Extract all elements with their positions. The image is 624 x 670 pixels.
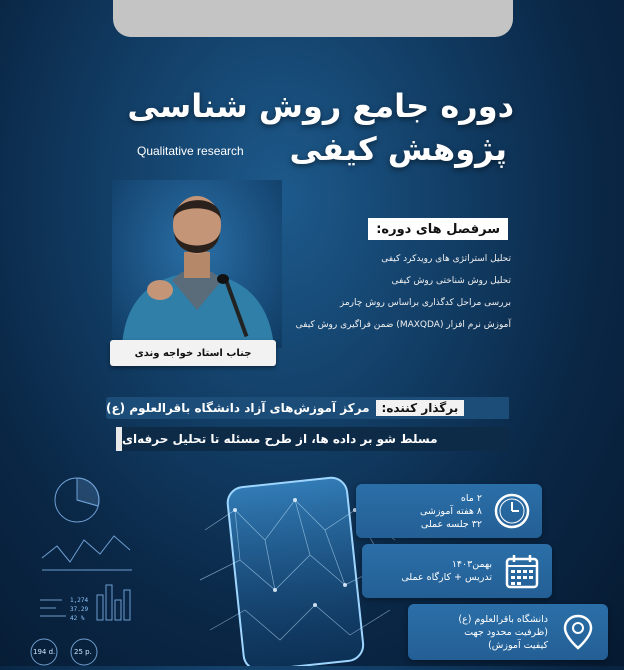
list-item: تحلیل روش شناختی روش کیفی	[391, 276, 511, 286]
organizer-bar	[106, 397, 509, 419]
instructor-portrait-illustration	[112, 180, 282, 348]
card-line: ۲ ماه	[460, 492, 482, 504]
calendar-icon	[502, 551, 542, 591]
top-banner-placeholder	[113, 0, 513, 37]
syllabus-list	[271, 248, 511, 336]
deco-value-1: 1,274	[70, 597, 89, 604]
list-item: آموزش نرم افزار (MAXQDA) ضمن فراگیری روش کیفی	[295, 320, 511, 330]
instructor-name: جناب استاد خواجه وندی	[110, 340, 276, 366]
card-line: تدریس + کارگاه عملی	[401, 572, 492, 583]
organizer-value: مرکز آموزش‌های آزاد دانشگاه باقرالعلوم (ع)	[106, 401, 370, 415]
info-card-duration	[356, 484, 542, 538]
info-card-date	[362, 544, 552, 598]
tagline-text: مسلط شو بر داده ها، از طرح مسئله تا تحلیل حرفه‌ای	[122, 432, 438, 446]
page-subtitle-english: Qualitative research	[137, 144, 244, 158]
dashboard-graphics-icon	[22, 470, 192, 666]
location-pin-icon	[558, 612, 598, 652]
card-line: کیفیت آموزش)	[488, 639, 548, 651]
decorative-dashboard	[22, 470, 192, 666]
card-line: دانشگاه باقرالعلوم (ع)	[458, 613, 548, 625]
page-title-line2: پژوهش کیفی	[289, 130, 507, 168]
deco-value-2: 37.29	[70, 606, 89, 613]
syllabus-heading: سرفصل های دوره:	[368, 218, 508, 240]
page-title-line1: دوره جامع روش شناسی	[127, 87, 514, 125]
card-line: (ظرفیت محدود جهت	[464, 626, 548, 638]
card-text	[420, 492, 482, 531]
organizer-label: برگذار کننده:	[376, 400, 465, 416]
card-line: ۸ هفته آموزشی	[419, 505, 482, 517]
list-item: بررسی مراحل کدگذاری براساس روش چارمز	[339, 298, 511, 308]
card-line: ۳۲ جلسه عملی	[420, 518, 482, 530]
tagline-bar	[116, 427, 509, 451]
list-item: تحلیل استراتژی های رویدکرد کیفی	[381, 254, 511, 264]
deco-stat-1: 194 d.	[33, 648, 56, 656]
info-card-location	[408, 604, 608, 660]
instructor-photo	[112, 180, 282, 348]
card-text	[401, 558, 492, 584]
card-line: بهمن۱۴۰۳	[451, 559, 492, 570]
deco-value-3: 42 %	[70, 615, 85, 622]
deco-stat-2: 25 p.	[74, 648, 92, 656]
card-text	[458, 613, 548, 652]
clock-icon	[492, 491, 532, 531]
